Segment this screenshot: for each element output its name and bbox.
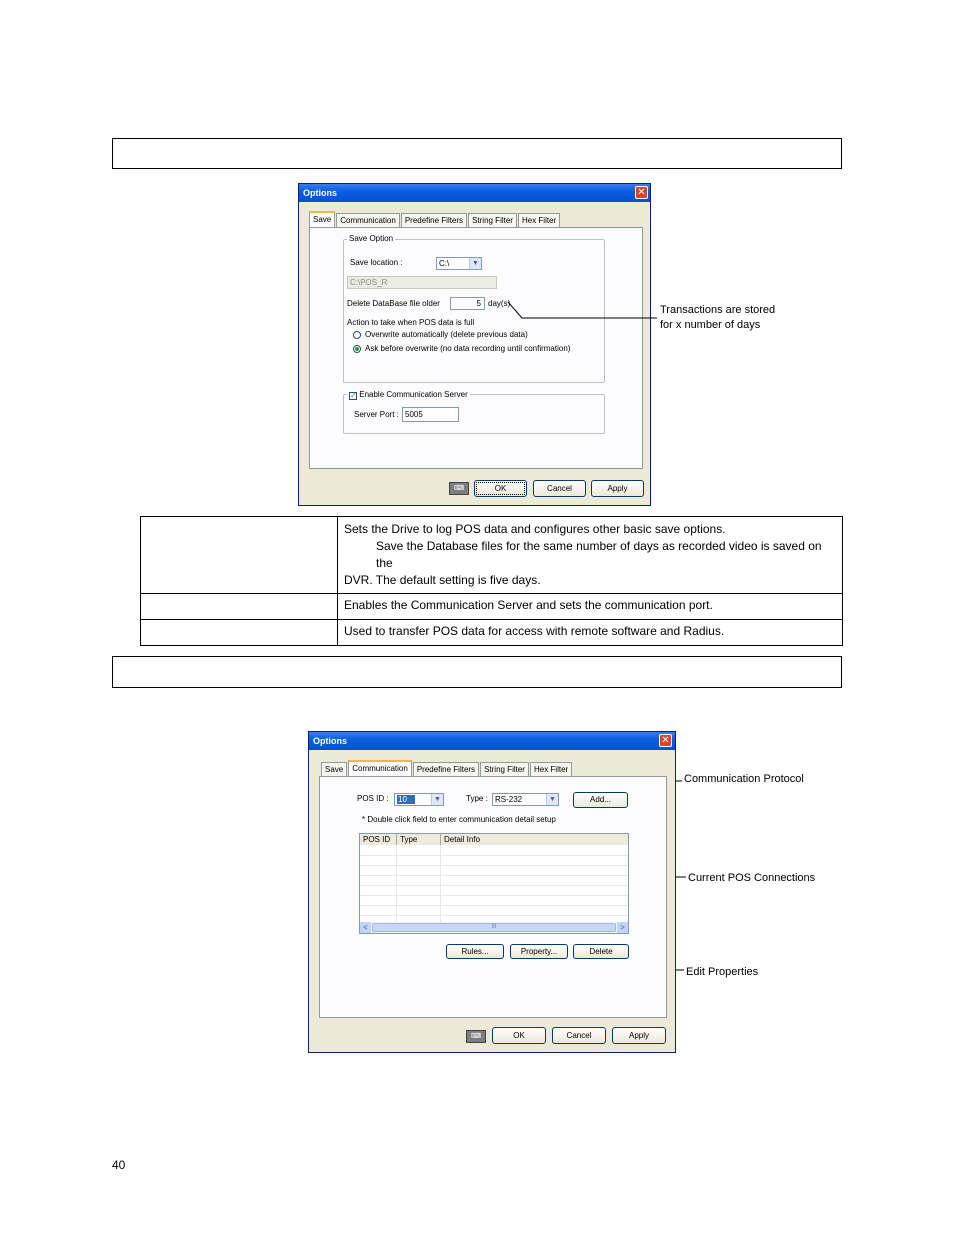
save-location-label: Save location : xyxy=(350,258,403,267)
apply-button[interactable]: Apply xyxy=(612,1027,666,1044)
keyboard-icon[interactable]: ⌨ xyxy=(466,1030,486,1043)
table-cell-label xyxy=(141,620,338,646)
type-label: Type : xyxy=(466,794,488,803)
annotation-connections: Current POS Connections xyxy=(688,872,816,884)
save-path-field: C:\POS_R xyxy=(347,276,497,289)
property-button[interactable]: Property... xyxy=(510,944,568,959)
annotation-properties: Edit Properties xyxy=(686,966,759,978)
server-port-input[interactable]: 5005 xyxy=(402,407,459,422)
overwrite-auto-label: Overwrite automatically (delete previous data) xyxy=(365,330,528,339)
tab-panel xyxy=(319,776,667,1018)
server-port-label: Server Port : xyxy=(354,410,399,419)
horizontal-scrollbar[interactable] xyxy=(360,922,628,933)
action-label: Action to take when POS data is full xyxy=(347,318,475,327)
dialog-title: Options xyxy=(299,184,650,202)
table-cell-label xyxy=(141,517,338,594)
annotation-days: Transactions are stored for x number of days xyxy=(660,304,776,331)
keyboard-icon[interactable]: ⌨ xyxy=(449,482,469,495)
table-row xyxy=(141,620,843,646)
cancel-button[interactable]: Cancel xyxy=(552,1027,606,1044)
close-icon[interactable]: ✕ xyxy=(635,186,648,199)
column-header-detail-info[interactable]: Detail Info xyxy=(441,834,629,845)
hint-text: * Double click field to enter communication detail setup xyxy=(362,815,556,824)
chevron-down-icon: ▼ xyxy=(469,258,481,269)
tab-predefine-filters[interactable]: Predefine Filters xyxy=(401,213,467,227)
pos-id-select[interactable]: 10 ▼ xyxy=(394,793,444,806)
add-button[interactable]: Add... xyxy=(573,792,628,808)
table-row xyxy=(141,594,843,620)
tab-communication[interactable]: Communication xyxy=(336,213,400,227)
tab-hex-filter[interactable]: Hex Filter xyxy=(530,762,572,776)
delete-button[interactable]: Delete xyxy=(573,944,629,959)
pos-connections-list[interactable] xyxy=(359,833,629,934)
column-header-pos-id[interactable]: POS ID xyxy=(360,834,397,845)
table-row xyxy=(141,517,843,594)
table-cell-desc: Sets the Drive to log POS data and configures other basic save options. Save the Database files for the same number of days as recorded video is saved on the DVR. The default setting is five days. xyxy=(338,517,843,594)
chevron-down-icon: ▼ xyxy=(546,794,558,805)
table-cell-label xyxy=(141,594,338,620)
options-dialog-communication xyxy=(308,731,676,1053)
rules-button[interactable]: Rules... xyxy=(446,944,504,959)
tab-row xyxy=(321,762,573,777)
save-location-select[interactable]: C:\ ▼ xyxy=(436,257,482,270)
scroll-thumb[interactable]: III xyxy=(372,923,616,932)
scroll-right-icon[interactable]: > xyxy=(617,922,628,933)
comm-server-group-title: ✓ Enable Communication Server xyxy=(347,390,470,399)
ask-overwrite-label: Ask before overwrite (no data recording until confirmation) xyxy=(365,344,571,353)
pos-id-label: POS ID : xyxy=(357,794,389,803)
enable-comm-checkbox[interactable]: ✓ xyxy=(350,391,357,400)
days-label: day(s) xyxy=(488,299,511,308)
description-table xyxy=(140,516,843,646)
dialog-title: Options xyxy=(309,732,675,750)
chevron-down-icon: ▼ xyxy=(431,794,443,805)
type-select[interactable]: RS-232 ▼ xyxy=(492,793,559,806)
delete-older-label: Delete DataBase file older xyxy=(347,299,440,308)
column-header-type[interactable]: Type xyxy=(397,834,441,845)
tab-predefine-filters[interactable]: Predefine Filters xyxy=(413,762,479,776)
table-cell-desc: Enables the Communication Server and sets the communication port. xyxy=(338,594,843,620)
ok-button[interactable]: OK xyxy=(474,480,527,497)
tab-save[interactable]: Save xyxy=(321,762,347,776)
save-option-group-title: Save Option xyxy=(349,234,394,243)
delete-days-input[interactable]: 5 xyxy=(450,297,485,310)
tab-hex-filter[interactable]: Hex Filter xyxy=(518,213,560,227)
page-number: 40 xyxy=(112,1158,126,1172)
tab-communication[interactable]: Communication xyxy=(348,760,412,777)
ok-button[interactable]: OK xyxy=(492,1027,546,1044)
table-cell-desc: Used to transfer POS data for access with remote software and Radius. xyxy=(338,620,843,646)
tab-string-filter[interactable]: String Filter xyxy=(480,762,529,776)
close-icon[interactable]: ✕ xyxy=(659,734,672,747)
section-header-box xyxy=(112,656,842,688)
annotation-protocol: Communication Protocol xyxy=(684,773,804,785)
tab-save[interactable]: Save xyxy=(309,211,335,228)
scroll-left-icon[interactable]: < xyxy=(360,922,371,933)
apply-button[interactable]: Apply xyxy=(591,480,644,497)
tab-string-filter[interactable]: String Filter xyxy=(468,213,517,227)
cancel-button[interactable]: Cancel xyxy=(533,480,586,497)
